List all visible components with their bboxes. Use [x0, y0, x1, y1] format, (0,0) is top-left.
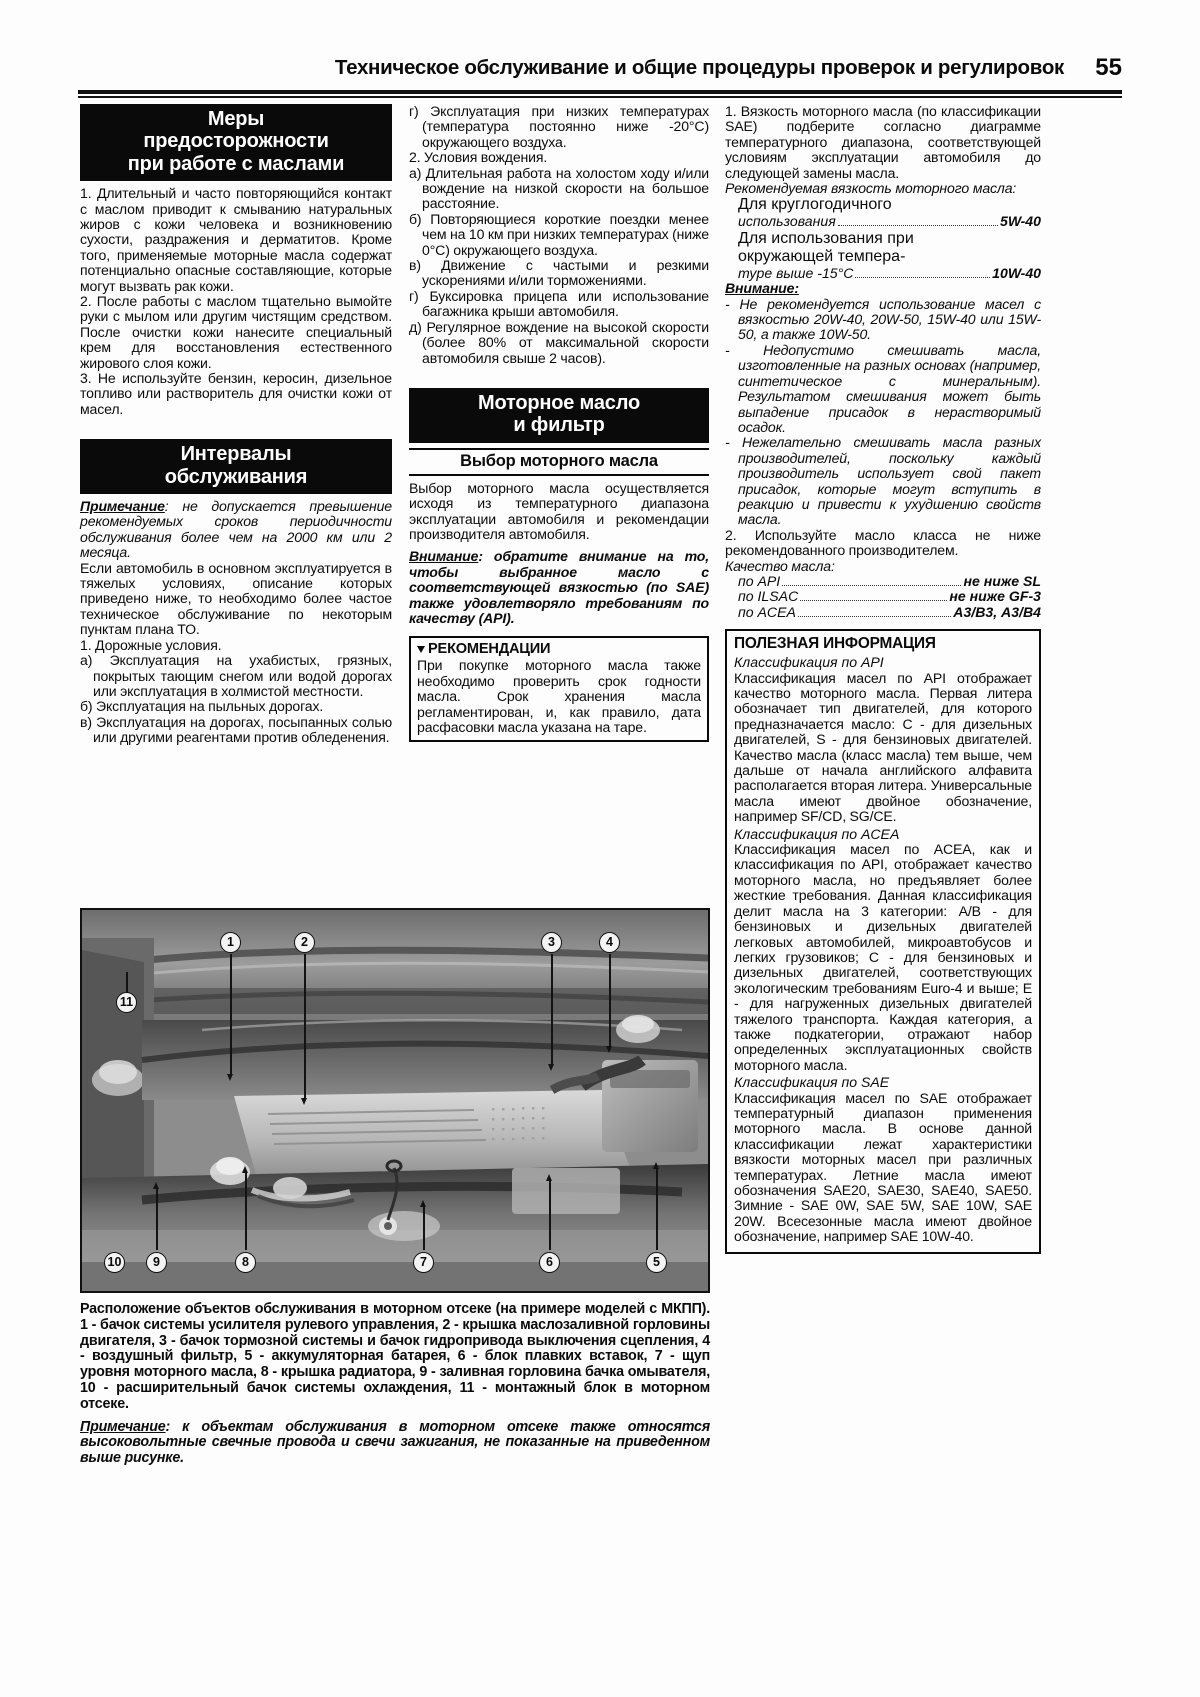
- leader-line-6: [549, 1180, 551, 1250]
- page-title: Техническое обслуживание и общие процедуры проверок и регулировок: [334, 56, 1064, 79]
- quality-row-acea: [738, 605, 1041, 620]
- leader-arrow-5: [653, 1162, 659, 1169]
- note-body: : не допускается превышение рекомендуемых сроков периодичности обслуживания более чем на 2000 км или 2 месяца.: [80, 498, 392, 561]
- quality-value-api: не ниже SL: [963, 572, 1041, 589]
- callout-6: 6: [539, 1252, 560, 1273]
- attention-oil-choice: [409, 549, 709, 626]
- viscosity-label-0a: Для круглогодичного: [738, 196, 892, 214]
- leader-arrow-7: [420, 1200, 426, 1207]
- paragraph-oil-p2: 2. После работы с маслом тщательно вымойте руки с мылом или другим чистящим средством. После очистки кожи нанесите специальный крем для восстановления естественного жирового слоя кожи.: [80, 293, 392, 371]
- header-rule-thin: [78, 96, 1122, 98]
- paragraph-road-b: б) Эксплуатация на пыльных дорогах.: [80, 698, 324, 715]
- quality-label-acea: по ACEA: [738, 603, 796, 620]
- figure-caption: Расположение объектов обслуживания в моторном отсеке (на примере моделей с МКПП). 1 - бачок системы усилителя рулевого управления, 2 - крышка маслозаливной горловины двигателя, 3 - бачок тормозной системы и бачок гидропривода выключения сцепления, 4 - воздушный фильтр, 5 - аккумуляторная батарея, 6 - блок плавких вставок, 7 - щуп уровня моторного масла, 8 - крышка радиатора, 9 - заливная горловина бачка омывателя, 10 - расширительный бачок системы охлаждения, 11 - монтажный блок в моторном отсеке.: [80, 1301, 710, 1412]
- info-text-api: Классификация масел по API отображает качество моторного масла. Первая литера обозначает тип двигателей, для которого предназначается масло: С - для дизельных двигателей, S - для бензиновых двигателей. Качество масла (класс масла) тем выше, чем дальше от начала английского алфавита располагается вторая литера. Универсальные масла имеют двойное обозначение, например SF/CD, SG/CE.: [734, 669, 1032, 825]
- viscosity-leader-1: [738, 266, 1041, 281]
- column-3: [725, 104, 1041, 1254]
- viscosity-label-0b: использования: [738, 213, 836, 230]
- quality-label-ilsac: по ILSAC: [738, 588, 799, 605]
- paragraph-driving-head: 2. Условия вождения.: [409, 149, 548, 166]
- leader-arrow-6: [546, 1174, 552, 1181]
- attention-heading: [725, 281, 1041, 296]
- paragraph-oil-p3: 3. Не используйте бензин, керосин, дизельное топливо или растворитель для очистки кожи от масел.: [80, 370, 392, 417]
- viscosity-label-1b: окружающей темпера-: [738, 247, 906, 265]
- section-banner-engine-oil-filter: Моторное масло и фильтр: [409, 388, 709, 443]
- callout-11: 11: [116, 992, 137, 1013]
- attention-heading-label: Внимание:: [725, 280, 799, 297]
- leader-arrow-3: [548, 1064, 554, 1071]
- paragraph-driving-d: д) Регулярное вождение на высокой скорости (более 80% от максимальной скорости автомобиля свыше 2 часов).: [409, 318, 709, 366]
- leader-dots: [855, 277, 990, 278]
- paragraph-oil-class: 2. Используйте масло класса не ниже рекомендованного производителем.: [725, 526, 1041, 559]
- info-subheading-api: Классификация по API: [734, 654, 884, 671]
- attention-body: : обратите внимание на то, чтобы выбранное масло с соответствующей вязкостью (по SAE) также удовлетворяло требованиям по качеству (API).: [409, 548, 709, 626]
- viscosity-row: [738, 196, 1041, 229]
- paragraph-driving-a: а) Длительная работа на холостом ходу и/или вождение на низкой скорости на большое расстояние.: [409, 164, 709, 212]
- section-banner-oil-precautions: Меры предосторожности при работе с маслами: [80, 104, 392, 181]
- callout-8: 8: [235, 1252, 256, 1273]
- paragraph-viscosity-intro: 1. Вязкость моторного масла (по классификации SAE) подберите согласно диаграмме температурного диапазона, соответствующей условиям эксплуатации автомобиля до следующей замены масла.: [725, 103, 1041, 181]
- viscosity-list: [725, 196, 1041, 281]
- leader-dots: [800, 600, 947, 601]
- viscosity-value-0: 5W-40: [1000, 213, 1041, 230]
- callout-9: 9: [146, 1252, 167, 1273]
- engine-bay-illustration: [82, 910, 708, 1291]
- paragraph-driving-v: в) Движение с частыми и резкими ускорениями и/или торможениями.: [409, 257, 709, 289]
- viscosity-row: [738, 230, 1041, 281]
- callout-5: 5: [646, 1252, 667, 1273]
- leader-line-4: [609, 954, 611, 1048]
- figure-note-body: : к объектам обслуживания в моторном отсеке также относятся высоковольтные свечные провода и свечи зажигания, не показанные на приведенном выше рисунке.: [80, 1418, 710, 1467]
- callout-4: 4: [599, 932, 620, 953]
- quality-row-ilsac: [738, 589, 1041, 604]
- paragraph-oil-choice: Выбор моторного масла осуществляется исходя из температурного диапазона эксплуатации автомобиля и рекомендации производителя автомобиля.: [409, 479, 709, 542]
- leader-arrow-4: [606, 1046, 612, 1053]
- leader-arrow-8: [242, 1166, 248, 1173]
- quality-list: [725, 574, 1041, 620]
- info-subheading-acea: Классификация по ACEA: [734, 825, 900, 842]
- caret-down-icon: [417, 646, 425, 653]
- info-text-acea: Классификация масел по ACEA, как и классификация по API, отображает качество моторного масла, но предъявляет более жесткие требования. Данная классификация делит масла на 3 категории: А/В - для бензиновых и дизельных двигателей легковых автомобилей, микроавтобусов и легких грузовиков; С - для бензиновых и дизельных двигателей, соответствующих экологическим требованиям Euro-4 и выше; Е - для нагруженных дизельных двигателей тяжелого транспорта. Каждая категория, а также подкатегории, отражают набор определенных эксплуатационных свойств моторного масла.: [734, 841, 1032, 1073]
- info-subheading-sae: Классификация по SAE: [734, 1074, 890, 1091]
- page-number: 55: [1095, 54, 1122, 81]
- callout-2: 2: [294, 932, 315, 953]
- recommendation-text: При покупке моторного масла также необходимо проверить срок годности масла. Срок хранения масла регламентирован, и, как правило, дата расфасовки масла указана на таре.: [417, 657, 701, 735]
- header-rule-thick: [78, 90, 1122, 94]
- leader-line-7: [423, 1206, 425, 1250]
- leader-line-5: [656, 1168, 658, 1250]
- quality-title: Качество масла:: [725, 557, 835, 574]
- recommended-viscosity-title: Рекомендуемая вязкость моторного масла:: [725, 180, 1017, 197]
- callout-7: 7: [413, 1252, 434, 1273]
- leader-arrow-1: [227, 1074, 233, 1081]
- callout-3: 3: [541, 932, 562, 953]
- leader-line-1: [230, 954, 232, 1076]
- leader-arrow-2: [301, 1098, 307, 1105]
- leader-line-9: [156, 1188, 158, 1250]
- leader-line-3: [551, 954, 553, 1066]
- section-banner-service-intervals: Интервалы обслуживания: [80, 439, 392, 494]
- service-interval-note: [80, 499, 392, 561]
- attention-item-0: - Не рекомендуется использование масел с вязкостью 20W-40, 20W-50, 15W-40 или 15W-50, а также 10W-50.: [725, 295, 1041, 343]
- callout-1: 1: [220, 932, 241, 953]
- note-label: Примечание: [80, 498, 165, 515]
- quality-label-api: по API: [738, 572, 781, 589]
- paragraph-severe-conditions: Если автомобиль в основном эксплуатируется в тяжелых условиях, описание которых приведено ниже, то необходимо более частое техническое обслуживание по некоторым пунктам плана ТО.: [80, 559, 392, 638]
- leader-arrow-9: [153, 1182, 159, 1189]
- figure-caption-note: [80, 1420, 710, 1467]
- leader-line-8: [245, 1172, 247, 1250]
- recommendation-box: [409, 636, 709, 742]
- recommendation-title: РЕКОМЕНДАЦИИ: [428, 641, 551, 658]
- viscosity-leader-0: [738, 214, 1041, 229]
- paragraph-oil-p1: 1. Длительный и часто повторяющийся контакт с маслом приводит к смыванию натуральных жиров с кожи человека и возникновению сухости, раздражения и дерматитов. Кроме того, применяемые моторные масла содержат потенциально опасные составляющие, которые могут вызвать рак кожи.: [80, 185, 392, 294]
- column-2: [409, 104, 709, 742]
- paragraph-road-a: а) Эксплуатация на ухабистых, грязных, покрытых тающим снегом или водой дорогах или эксплуатация в холмистой местности.: [80, 652, 392, 699]
- quality-row-api: [738, 574, 1041, 589]
- engine-bay-photo: [80, 908, 710, 1293]
- subheading-oil-choice: Выбор моторного масла: [409, 448, 709, 476]
- leader-line-2: [304, 954, 306, 1100]
- viscosity-value-1: 10W-40: [992, 264, 1041, 281]
- callout-10: 10: [104, 1252, 125, 1273]
- attention-item-2: - Нежелательно смешивать масла разных производителей, поскольку каждый производитель использует свой пакет присадок, которые могут вступить в реакцию и привести к ухудшению свойств масла.: [725, 434, 1041, 528]
- viscosity-label-1a: Для использования при: [738, 229, 914, 247]
- viscosity-label-1c: туре выше -15°С: [738, 264, 854, 281]
- leader-dots: [782, 585, 961, 586]
- recommendation-title-row: [417, 641, 701, 657]
- page-header: [78, 56, 1122, 92]
- quality-value-ilsac: не ниже GF-3: [949, 588, 1041, 605]
- paragraph-road-conditions-head: 1. Дорожные условия.: [80, 636, 222, 653]
- figure-caption-block: [80, 1302, 710, 1467]
- paragraph-driving-b: б) Повторяющиеся короткие поездки менее чем на 10 км при низких температурах (ниже 0°С) окружающего воздуха.: [409, 210, 709, 258]
- paragraph-driving-g: г) Буксировка прицепа или использование багажника крыши автомобиля.: [409, 287, 709, 320]
- attention-label: Внимание: [409, 548, 479, 565]
- quality-value-acea: А3/В3, А3/В4: [953, 603, 1041, 620]
- column-1: [80, 104, 392, 746]
- leader-dots: [798, 616, 951, 617]
- info-text-sae: Классификация масел по SAE отображает температурный диапазон применения моторного масла. В основе данной классификации лежат характеристики вязкости моторных масел при различных температурах. Летние масла имеют обозначения SAE20, SAE30, SAE40, SAE50. Зимние - SAE 0W, SAE 5W, SAE 10W, SAE 20W. Всесезонные масла имеют двойное обозначение, например SAE 10W-40.: [734, 1089, 1032, 1245]
- paragraph-road-g: г) Эксплуатация при низких температурах (температура постоянно ниже -20°С) окружающего воздуха.: [409, 103, 709, 150]
- leader-dots: [838, 225, 998, 226]
- useful-information-title: ПОЛЕЗНАЯ ИНФОРМАЦИЯ: [734, 635, 936, 653]
- figure-note-label: Примечание: [80, 1418, 166, 1435]
- useful-information-box: [725, 629, 1041, 1253]
- attention-item-1: - Недопустимо смешивать масла, изготовленные на разных основах (например, синтетическое с минеральным). Результатом смешивания может быть выпадение присадок в нерастворимый осадок.: [725, 341, 1041, 435]
- paragraph-road-v: в) Эксплуатация на дорогах, посыпанных солью или другими реагентами против обледенения.: [80, 713, 392, 746]
